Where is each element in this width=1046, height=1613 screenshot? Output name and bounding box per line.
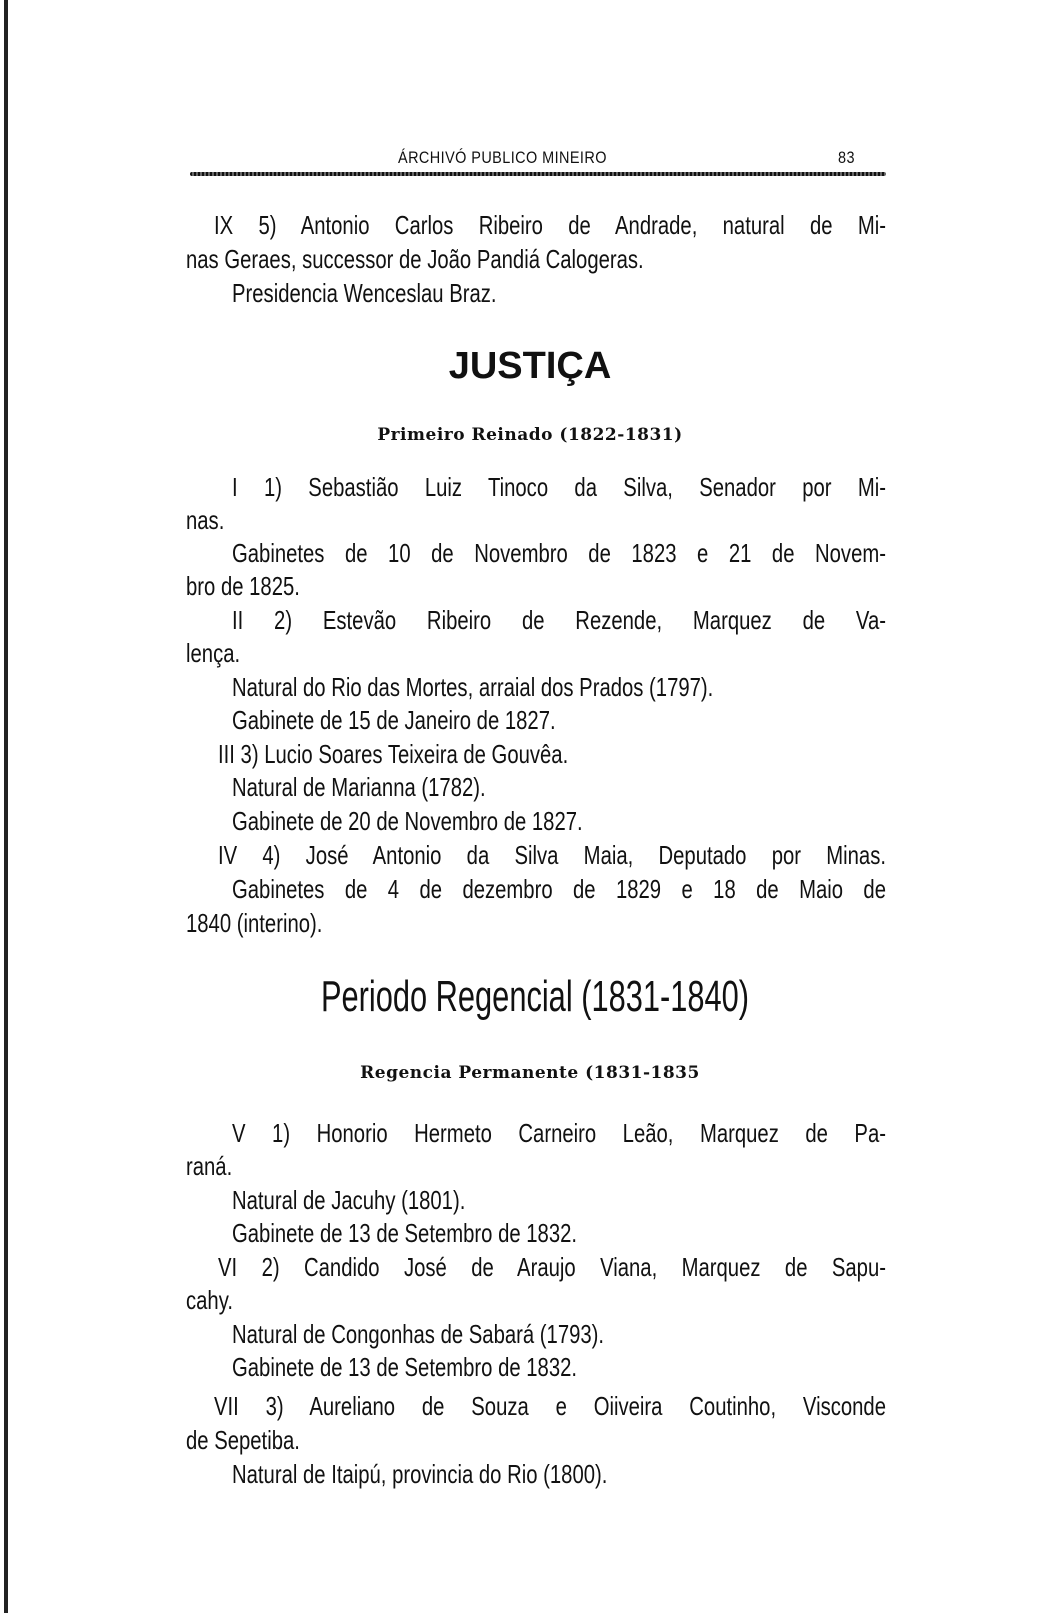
text-line: 1840 (interino).	[186, 908, 323, 938]
text-line: Gabinete de 20 de Novembro de 1827.	[232, 806, 583, 836]
text-line: III 3) Lucio Soares Teixeira de Gouvêa.	[218, 739, 569, 769]
text-line: lença.	[186, 638, 241, 668]
text-line: nas.	[186, 505, 225, 535]
section-title-periodo-regencial: Periodo Regencial (1831-1840)	[320, 972, 750, 1021]
text-line: VII 3) Aureliano de Souza e Oiiveira Coutinho, Visconde	[214, 1391, 886, 1421]
section-subtitle-regencia-permanente: Regencia Permanente (1831-1835	[360, 1063, 700, 1083]
section-title-justica: JUSTIÇA	[448, 345, 612, 387]
text-line: IV 4) José Antonio da Silva Maia, Deputado por Minas.	[218, 840, 886, 870]
running-header: ÁRCHIVÓ PUBLICO MINEIRO	[398, 148, 607, 167]
text-line: I 1) Sebastião Luiz Tinoco da Silva, Senador por Mi-	[232, 472, 886, 502]
text-line: cahy.	[186, 1285, 233, 1315]
text-line: Presidencia Wenceslau Braz.	[232, 278, 497, 308]
text-line: Natural de Marianna (1782).	[232, 772, 486, 802]
header-rule	[190, 172, 886, 176]
text-line: Gabinete de 15 de Janeiro de 1827.	[232, 705, 556, 735]
page-number: 83	[838, 148, 855, 167]
text-line: nas Geraes, successor de João Pandiá Calogeras.	[186, 244, 644, 274]
text-line: II 2) Estevão Ribeiro de Rezende, Marquez de Va-	[232, 605, 886, 635]
text-line: Natural do Rio das Mortes, arraial dos Prados (1797).	[232, 672, 714, 702]
text-line: bro de 1825.	[186, 571, 300, 601]
page-binding-edge	[4, 0, 8, 1613]
text-line: de Sepetiba.	[186, 1425, 300, 1455]
text-line: Gabinete de 13 de Setembro de 1832.	[232, 1352, 578, 1382]
text-line: VI 2) Candido José de Araujo Viana, Marquez de Sapu-	[218, 1252, 886, 1282]
text-line: Gabinetes de 10 de Novembro de 1823 e 21 de Novem-	[232, 538, 886, 568]
text-line: IX 5) Antonio Carlos Ribeiro de Andrade, natural de Mi-	[214, 210, 886, 240]
text-line: Natural de Jacuhy (1801).	[232, 1185, 466, 1215]
text-line: Gabinete de 13 de Setembro de 1832.	[232, 1218, 578, 1248]
text-line: raná.	[186, 1151, 233, 1181]
text-line: V 1) Honorio Hermeto Carneiro Leão, Marquez de Pa-	[232, 1118, 886, 1148]
text-line: Natural de Itaipú, provincia do Rio (1800).	[232, 1459, 608, 1489]
text-line: Gabinetes de 4 de dezembro de 1829 e 18 de Maio de	[232, 874, 886, 904]
section-subtitle-primeiro-reinado: Primeiro Reinado (1822-1831)	[377, 425, 683, 445]
text-line: Natural de Congonhas de Sabará (1793).	[232, 1319, 605, 1349]
